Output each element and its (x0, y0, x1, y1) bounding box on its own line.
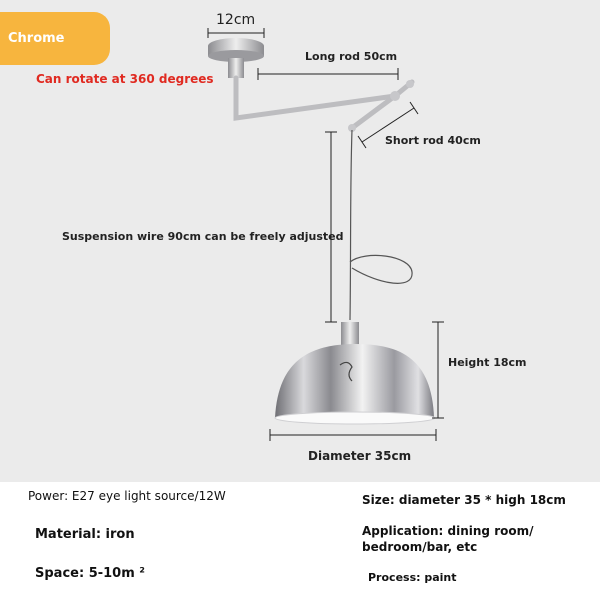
canopy-dimension-line (208, 28, 264, 38)
height-label: Height 18cm (448, 356, 527, 369)
spec-application-line1: Application: dining room/ (362, 524, 534, 538)
wire-dimension-line (325, 132, 337, 322)
long-rod-dimension-line (258, 68, 398, 80)
spec-size: Size: diameter 35 * high 18cm (362, 493, 566, 507)
canopy-width-label: 12cm (216, 12, 256, 28)
rotate-label: Can rotate at 360 degrees (36, 72, 214, 86)
spec-panel (0, 482, 600, 600)
height-dimension-line (432, 322, 444, 418)
wire-label: Suspension wire 90cm can be freely adjusted (62, 230, 344, 243)
spec-power: Power: E27 eye light source/12W (28, 489, 226, 503)
ceiling-canopy (208, 38, 264, 78)
color-badge: Chrome (0, 12, 110, 65)
diameter-label: Diameter 35cm (308, 449, 412, 463)
diameter-dimension-line (270, 429, 436, 441)
suspension-wire (350, 130, 412, 320)
spec-material: Material: iron (35, 527, 135, 542)
spec-process: Process: paint (368, 571, 457, 584)
spec-space: Space: 5-10m ² (35, 566, 145, 581)
short-rod-label: Short rod 40cm (385, 134, 481, 147)
long-rod-label: Long rod 50cm (305, 50, 398, 63)
swing-arm (236, 78, 412, 128)
spec-application-line2: bedroom/bar, etc (362, 540, 478, 554)
dome-shade (275, 344, 435, 424)
